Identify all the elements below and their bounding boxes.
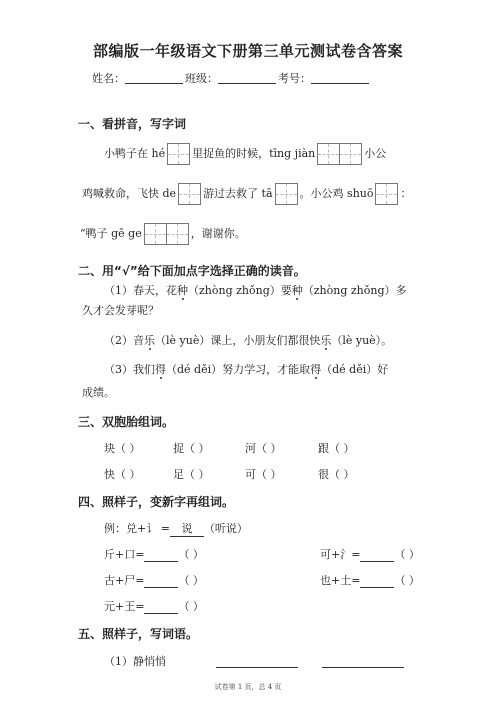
writing-grid-6 — [144, 223, 189, 245]
item-formula: 可+氵= — [320, 548, 361, 561]
dotted-char: 乐 — [144, 334, 155, 347]
sec2-q3 — [104, 361, 388, 377]
dotted-char: 得 — [310, 363, 322, 376]
sec1-l2-text-a: 鸡喊救命，飞快 de — [82, 187, 177, 200]
student-info-row — [92, 70, 371, 86]
writing-grid-1 — [167, 143, 190, 165]
sec2-q1-text-c: （zhòng zhǒng）多 — [302, 284, 407, 297]
paren-blank: （ ） — [178, 574, 204, 587]
sec4-example — [104, 520, 248, 537]
sec1-l1-text-a: 小鸭子在 hé — [104, 147, 166, 160]
name-blank — [125, 71, 183, 84]
example-suffix: （听说） — [203, 522, 248, 535]
example-answer: 说 — [170, 520, 204, 537]
sec2-q3-continuation: 成绩。 — [82, 386, 115, 399]
writing-grid-3 — [178, 183, 201, 205]
sec3-word-2: 捉（ ） — [173, 442, 210, 455]
name-label: 姓名： — [92, 72, 125, 85]
writing-grid-2 — [317, 143, 362, 165]
sec3-word-7: 可（ ） — [245, 468, 282, 481]
sec5-q1: （1）静悄悄 — [104, 655, 166, 668]
paren-blank: （ ） — [178, 600, 204, 613]
sec3-word-4: 跟（ ） — [318, 442, 355, 455]
sec2-q2-text-a: （2）音 — [104, 334, 144, 347]
sec3-word-8: 很（ ） — [318, 468, 355, 481]
dotted-char: 种 — [177, 284, 188, 297]
answer-blank — [144, 600, 178, 614]
item-formula: 斤+口= — [104, 548, 145, 561]
exam-number-blank — [311, 71, 369, 84]
answer-blank — [360, 548, 394, 562]
sec1-l1-text-c: 小公 — [364, 147, 387, 160]
dotted-char: 种 — [291, 284, 303, 297]
sec4-item-3 — [104, 572, 204, 588]
sec2-q3-text-a: （3）我们 — [104, 363, 155, 376]
sec1-l3-text-a: “鸭子 gē ge — [80, 227, 142, 240]
sec2-q1-text-b: （zhòng zhǒng）要 — [188, 284, 292, 297]
sec1-l2-text-d: ： — [400, 187, 412, 200]
sec1-l2-text-b: 游过去救了 tā — [203, 187, 273, 200]
section-4-heading: 四、照样子，变新字再组词。 — [78, 495, 235, 509]
sec2-q1-text-a: （1）春天，花 — [104, 284, 177, 297]
page-footer: 试卷第 1 页，总 4 页 — [214, 683, 282, 691]
section-1-heading: 一、看拼音，写字词 — [78, 117, 187, 131]
sec4-item-4 — [320, 572, 420, 588]
sec3-word-5: 快（ ） — [104, 468, 141, 481]
sec3-word-6: 足（ ） — [173, 468, 210, 481]
sec4-item-2 — [320, 546, 420, 562]
answer-blank — [144, 574, 178, 588]
sec1-l1-text-b: 里捉鱼的时候，tīng jiàn — [192, 147, 316, 160]
sec1-line-2 — [82, 183, 411, 205]
section-2-heading: 二、用“√”给下面加点字选择正确的读音。 — [78, 264, 306, 278]
sec1-l3-text-b: ，谢谢你。 — [190, 227, 246, 240]
sec2-q2 — [104, 332, 392, 348]
sec1-line-1 — [104, 143, 386, 165]
paren-blank: （ ） — [394, 574, 420, 587]
class-blank — [218, 71, 276, 84]
item-formula: 古+尸= — [104, 574, 145, 587]
paren-blank: （ ） — [394, 548, 420, 561]
class-label: 班级： — [185, 72, 218, 85]
sec1-line-3 — [80, 223, 246, 245]
answer-blank — [144, 548, 178, 562]
writing-grid-4 — [275, 183, 298, 205]
exam-number-label: 考号： — [278, 72, 311, 85]
sec2-q1 — [104, 282, 407, 298]
dotted-char: 得 — [155, 363, 166, 376]
dotted-char: 乐 — [320, 334, 332, 347]
sec3-word-1: 块（ ） — [104, 442, 141, 455]
page-title: 部编版一年级语文下册第三单元测试卷含答案 — [92, 42, 403, 60]
example-prefix: 例：兑+讠 = — [104, 522, 170, 535]
writing-grid-5 — [375, 183, 398, 205]
section-5-heading: 五、照样子，写词语。 — [78, 627, 199, 641]
sec2-q1-continuation: 久才会发芽呢？ — [82, 304, 159, 317]
sec2-q2-text-c: （lè yuè）。 — [331, 334, 393, 347]
answer-blank — [360, 574, 394, 588]
sec2-q3-text-b: （dé děi）努力学习，才能取 — [166, 363, 311, 376]
paren-blank: （ ） — [178, 548, 204, 561]
sec2-q3-text-c: （dé děi）好 — [321, 363, 389, 376]
section-3-heading: 三、双胞胎组词。 — [78, 415, 175, 429]
sec5-answer-line-2 — [322, 666, 404, 668]
sec5-answer-line-1 — [216, 666, 298, 668]
sec2-q2-text-b: （lè yuè）课上，小朋友们都很快 — [155, 334, 321, 347]
item-formula: 元+王= — [104, 600, 145, 613]
sec4-item-5 — [104, 598, 204, 614]
sec4-item-1 — [104, 546, 204, 562]
sec1-l2-text-c: 。小公鸡 shuō — [299, 187, 374, 200]
item-formula: 也+土= — [320, 574, 361, 587]
sec3-word-3: 河（ ） — [245, 442, 282, 455]
